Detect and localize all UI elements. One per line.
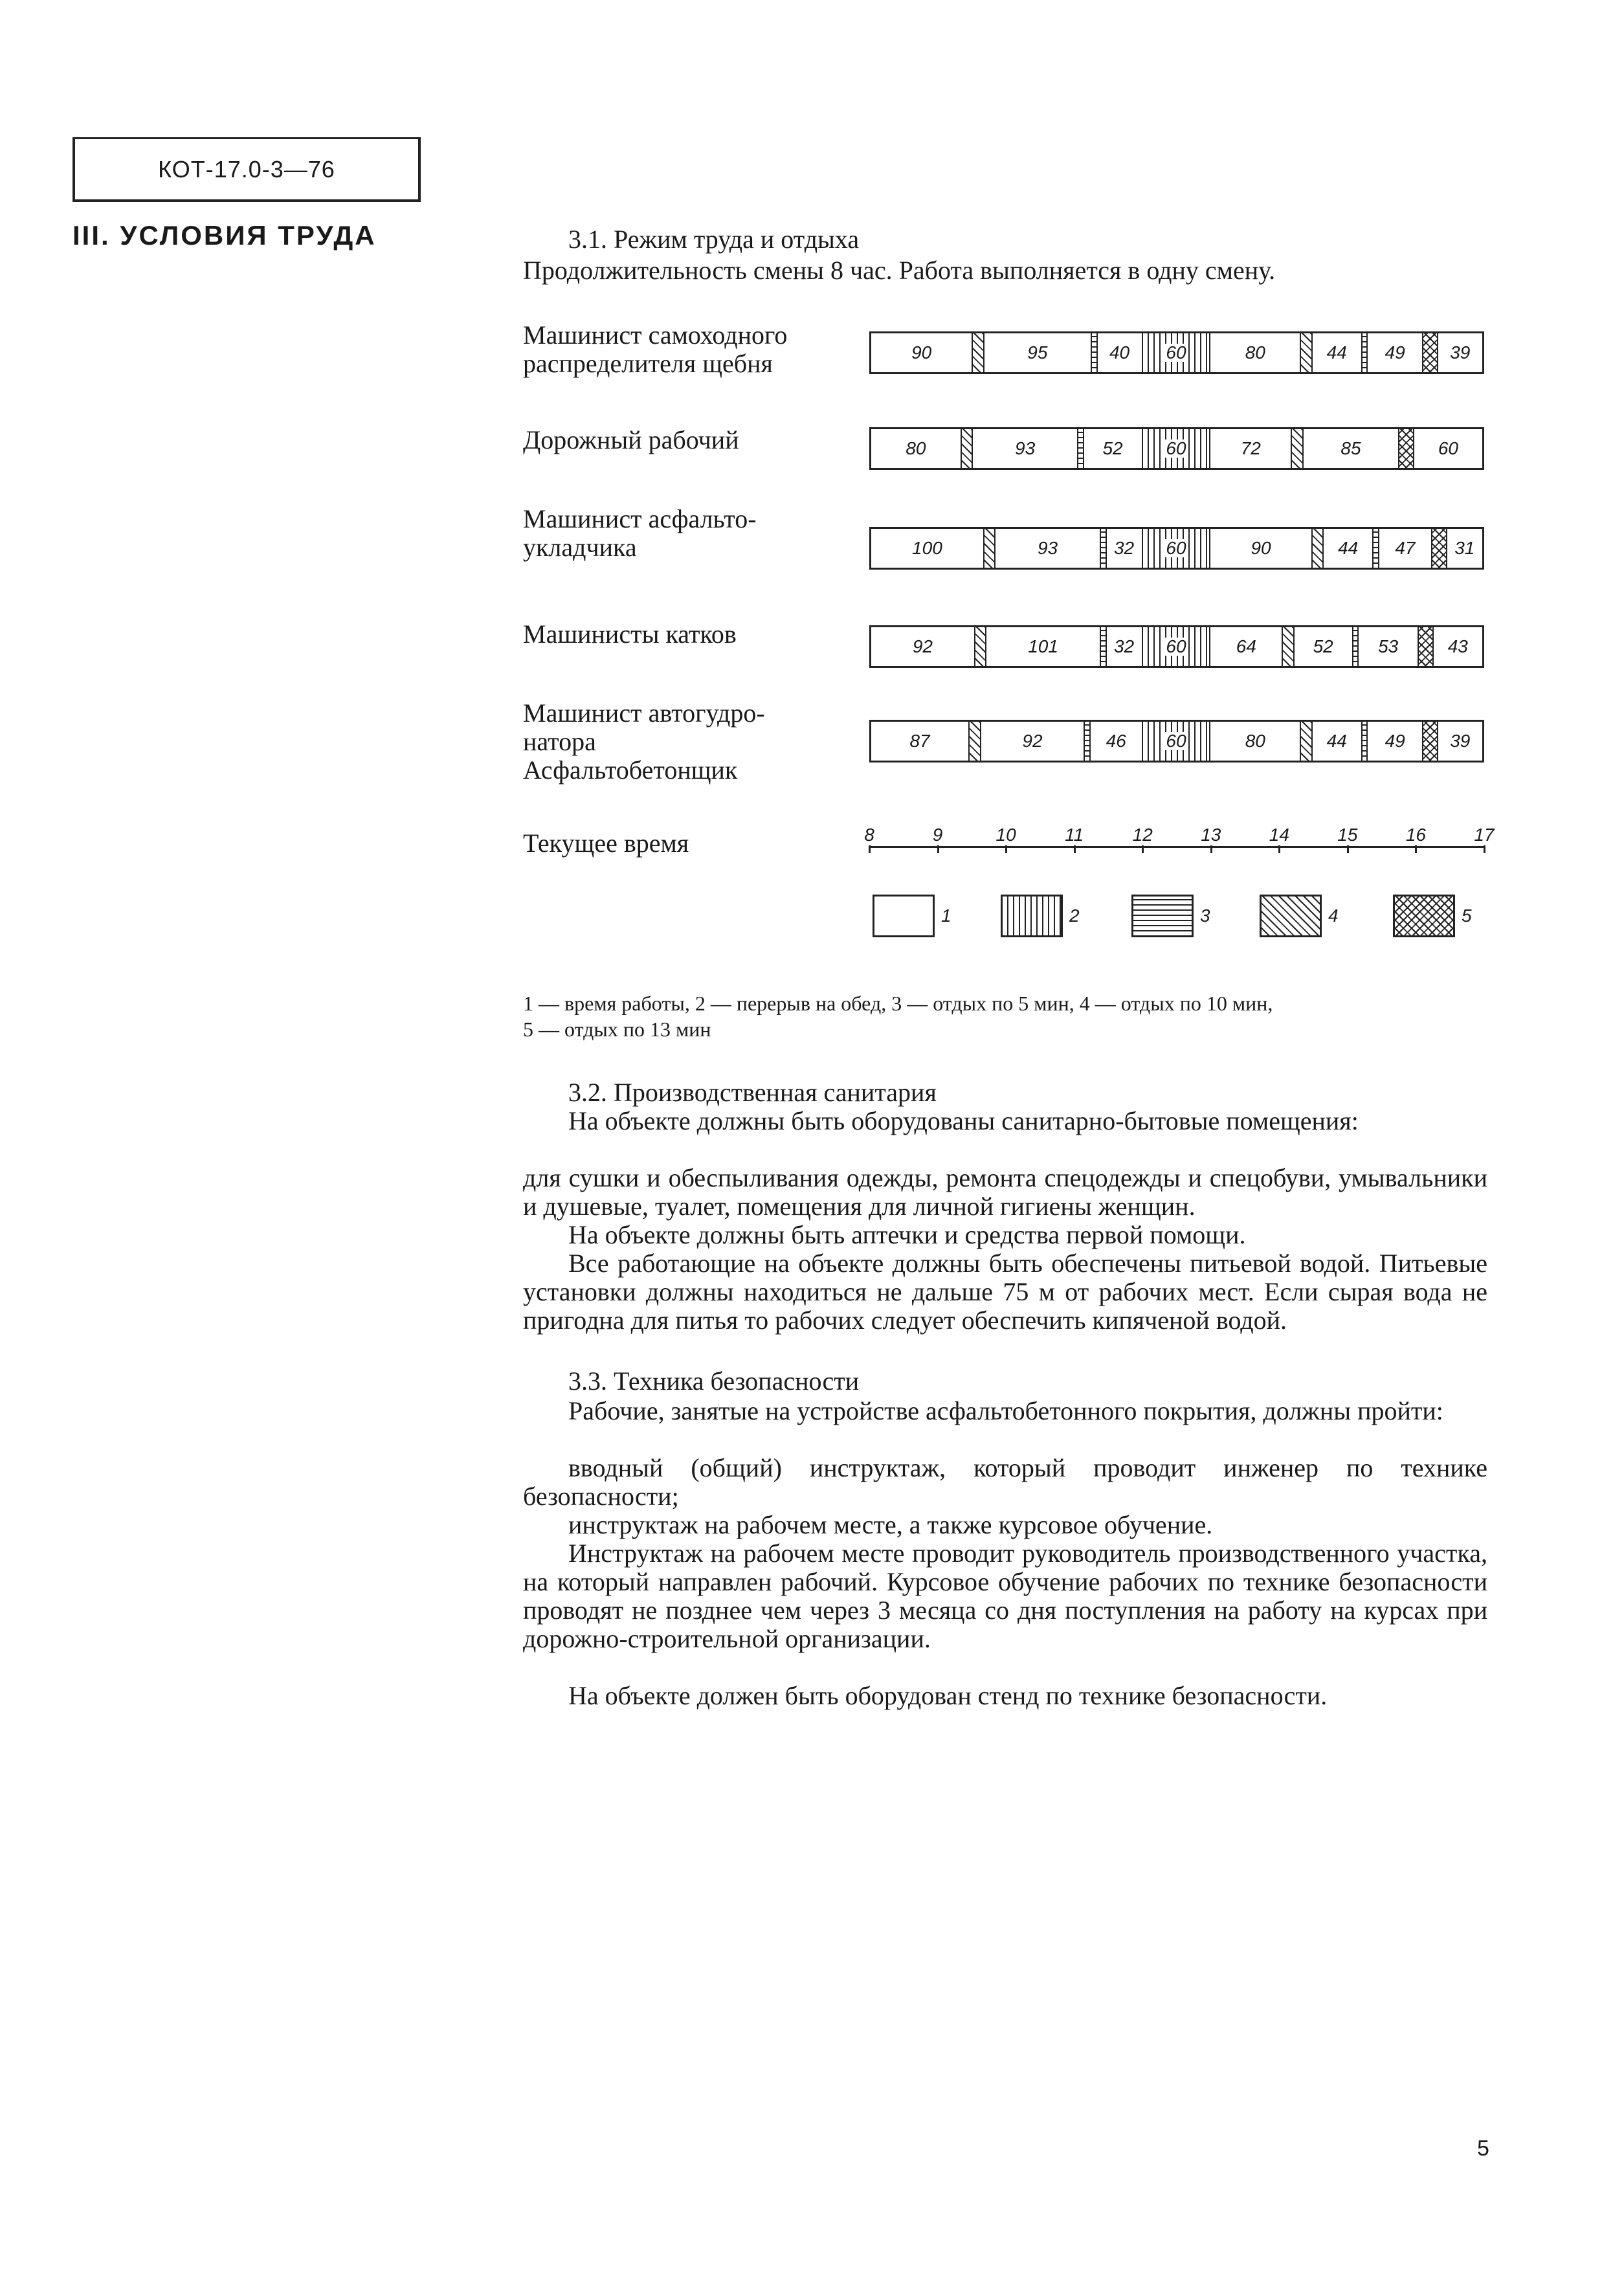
subsection-heading-3-3: 3.3. Техника безопасности: [568, 1366, 860, 1396]
segment-work: [996, 529, 1101, 568]
section-title: III. УСЛОВИЯ ТРУДА: [72, 220, 377, 251]
segment-work: [1210, 722, 1301, 761]
legend-swatch-rest-5: [1131, 895, 1194, 937]
legend-swatch-lunch: [1001, 895, 1063, 937]
segment-work: [1438, 333, 1482, 372]
paragraph: Все работающие на объекте должны быть обеспечены питьевой водой. Питьевые установки должны находиться не дальше 75 м от рабочих мест. Если сырая вода не пригодна для питья то рабочих следует обеспечить кипяченой водой.: [523, 1249, 1487, 1335]
segment-rest-13: [1423, 333, 1438, 372]
worker-label-line: натора: [523, 727, 596, 756]
time-tick-label: 17: [1474, 825, 1495, 845]
segment-work: [1295, 627, 1353, 666]
legend-caption: [523, 990, 1487, 1042]
segment-lunch: [1143, 529, 1211, 568]
time-tick-mark: [1347, 845, 1349, 853]
segment-rest-10: [1283, 627, 1294, 666]
legend-swatch-rest-13: [1393, 895, 1455, 937]
worker-label-line: укладчика: [523, 533, 637, 562]
segment-minutes: 92: [1020, 732, 1044, 750]
segment-minutes: 44: [1325, 344, 1349, 362]
segment-minutes: 85: [1339, 440, 1363, 458]
shift-intro: Продолжительность смены 8 час. Работа выполняется в одну смену.: [523, 256, 1276, 285]
segment-work: [1324, 529, 1374, 568]
paragraph: На объекте должен быть оборудован стенд по технике безопасности.: [568, 1681, 1328, 1710]
segment-work: [1304, 429, 1400, 468]
page-number: 5: [1477, 2136, 1489, 2161]
segment-work: [871, 333, 973, 372]
segment-rest-10: [1301, 333, 1312, 372]
schedule-bar-1: [869, 427, 1484, 470]
time-tick-label: 8: [864, 825, 874, 845]
legend-item-1: [873, 895, 951, 937]
segment-rest-5: [1078, 429, 1084, 468]
time-tick-mark: [1210, 845, 1212, 853]
segment-work: [1379, 529, 1432, 568]
segment-work: [1210, 529, 1312, 568]
worker-label-line: Машинист самоходного: [523, 320, 788, 350]
segment-minutes: 39: [1448, 344, 1472, 362]
segment-work: [1091, 722, 1142, 761]
segment-minutes: 53: [1376, 638, 1400, 656]
schedule-bar-2: [869, 527, 1484, 570]
legend-item-3: [1131, 895, 1210, 937]
segment-work: [1359, 627, 1419, 666]
time-tick-mark: [1074, 845, 1076, 853]
segment-minutes: 80: [904, 440, 928, 458]
segment-minutes: 49: [1383, 732, 1407, 750]
segment-rest-5: [1085, 722, 1091, 761]
segment-work: [986, 627, 1101, 666]
segment-lunch: [1143, 429, 1211, 468]
segment-work: [1414, 429, 1482, 468]
worker-label-3: [523, 620, 737, 649]
time-tick-mark: [1142, 845, 1144, 853]
time-tick-label: 13: [1201, 825, 1221, 845]
time-tick-label: 14: [1269, 825, 1289, 845]
segment-rest-10: [1301, 722, 1312, 761]
paragraph: Инструктаж на рабочем месте проводит руководитель производственного участка, на который направлен рабочий. Курсовое обучение рабочих по технике безопасности проводят не позднее чем через 3 месяца со дня поступления на работу на курсах при дорожно-строительной организации.: [523, 1539, 1487, 1653]
segment-minutes: 90: [1249, 539, 1273, 557]
segment-rest-5: [1101, 627, 1107, 666]
segment-rest-10: [962, 429, 973, 468]
segment-work: [984, 333, 1092, 372]
segment-minutes: 90: [909, 344, 933, 362]
time-tick-label: 10: [996, 825, 1016, 845]
segment-work: [871, 627, 975, 666]
segment-minutes: 40: [1107, 344, 1131, 362]
paragraph: На объекте должны быть аптечки и средства первой помощи.: [568, 1220, 1246, 1249]
segment-rest-13: [1423, 722, 1438, 761]
time-tick-label: 9: [932, 825, 943, 845]
segment-rest-5: [1353, 627, 1359, 666]
segment-work: [871, 722, 970, 761]
segment-minutes: 31: [1452, 539, 1476, 557]
segment-rest-10: [1313, 529, 1324, 568]
legend-swatch-work: [873, 895, 935, 937]
segment-work: [1313, 722, 1363, 761]
segment-work: [1438, 722, 1482, 761]
segment-rest-10: [984, 529, 996, 568]
legend-number: 3: [1200, 906, 1210, 926]
segment-minutes: 100: [910, 539, 944, 557]
segment-minutes: 93: [1013, 440, 1037, 458]
segment-work: [1107, 627, 1143, 666]
segment-minutes: 60: [1164, 539, 1188, 557]
segment-rest-10: [975, 627, 986, 666]
segment-minutes: 60: [1164, 344, 1188, 362]
time-axis-label: Текущее время: [523, 829, 689, 858]
segment-minutes: 47: [1393, 539, 1417, 557]
paragraph: На объекте должны быть оборудованы санитарно-бытовые помещения:: [568, 1106, 1359, 1135]
segment-rest-10: [1292, 429, 1303, 468]
segment-minutes: 101: [1026, 638, 1060, 656]
worker-label-line: Машинист автогудро-: [523, 698, 765, 728]
segment-rest-5: [1363, 333, 1368, 372]
segment-minutes: 60: [1164, 732, 1188, 750]
segment-minutes: 44: [1336, 539, 1360, 557]
time-tick-mark: [1484, 845, 1485, 853]
segment-minutes: 80: [1243, 732, 1267, 750]
segment-work: [1368, 333, 1423, 372]
segment-work: [1210, 627, 1283, 666]
segment-minutes: 95: [1025, 344, 1049, 362]
segment-minutes: 93: [1036, 539, 1060, 557]
segment-minutes: 32: [1112, 638, 1136, 656]
segment-minutes: 92: [911, 638, 935, 656]
document-code: КОТ-17.0-3—76: [72, 137, 421, 202]
legend-item-4: [1260, 895, 1339, 937]
worker-label-1: [523, 426, 739, 454]
segment-rest-5: [1374, 529, 1379, 568]
segment-lunch: [1143, 627, 1211, 666]
legend-caption-line: 5 — отдых по 13 мин: [523, 1018, 711, 1041]
schedule-bar-3: [869, 625, 1484, 668]
segment-work: [1098, 333, 1143, 372]
segment-work: [981, 722, 1085, 761]
legend-number: 5: [1462, 906, 1472, 926]
segment-work: [1210, 333, 1301, 372]
legend-swatch-rest-10: [1260, 895, 1322, 937]
segment-minutes: 39: [1448, 732, 1472, 750]
time-tick-label: 15: [1337, 825, 1358, 845]
segment-work: [1447, 529, 1482, 568]
segment-minutes: 43: [1446, 638, 1470, 656]
time-tick-label: 16: [1405, 825, 1427, 845]
paragraph: для сушки и обеспыливания одежды, ремонта спецодежды и спецобуви, умывальники и душевые, туалет, помещения для личной гигиены женщин.: [523, 1163, 1487, 1221]
segment-lunch: [1143, 333, 1211, 372]
segment-minutes: 60: [1164, 440, 1188, 458]
legend-number: 2: [1069, 906, 1080, 926]
segment-work: [1210, 429, 1292, 468]
segment-work: [1313, 333, 1363, 372]
paragraph: вводный (общий) инструктаж, который проводит инженер по технике безопасности;: [523, 1453, 1487, 1511]
subsection-heading-3-2: 3.2. Производственная санитария: [568, 1078, 937, 1107]
segment-rest-13: [1432, 529, 1447, 568]
time-tick-mark: [1005, 845, 1007, 853]
segment-work: [1107, 529, 1143, 568]
segment-work: [1434, 627, 1482, 666]
segment-minutes: 60: [1164, 638, 1188, 656]
worker-label-line: Дорожный рабочий: [523, 425, 739, 454]
segment-rest-5: [1363, 722, 1368, 761]
segment-minutes: 52: [1100, 440, 1124, 458]
segment-work: [871, 529, 984, 568]
segment-rest-13: [1399, 429, 1414, 468]
segment-work: [871, 429, 962, 468]
time-axis-line: [869, 846, 1484, 848]
segment-minutes: 60: [1436, 440, 1460, 458]
segment-rest-5: [1092, 333, 1098, 372]
segment-rest-10: [973, 333, 984, 372]
paragraph: инструктаж на рабочем месте, а также курсовое обучение.: [568, 1510, 1213, 1539]
segment-lunch: [1143, 722, 1211, 761]
segment-work: [973, 429, 1078, 468]
segment-rest-5: [1101, 529, 1107, 568]
schedule-bar-0: [869, 331, 1484, 374]
time-tick-mark: [937, 845, 939, 853]
time-tick-mark: [1415, 845, 1417, 853]
segment-work: [1084, 429, 1143, 468]
subsection-heading-3-1: 3.1. Режим труда и отдыха: [568, 225, 860, 254]
worker-label-line: Машинист асфальто-: [523, 504, 757, 533]
segment-minutes: 80: [1243, 344, 1267, 362]
segment-minutes: 87: [907, 732, 931, 750]
segment-minutes: 72: [1239, 440, 1263, 458]
worker-label-0: [523, 321, 787, 378]
worker-label-line: распределителя щебня: [523, 349, 773, 378]
worker-label-line: Машинисты катков: [523, 619, 737, 649]
segment-minutes: 32: [1112, 539, 1136, 557]
time-tick-label: 12: [1132, 825, 1153, 845]
time-tick-mark: [869, 845, 871, 853]
segment-minutes: 46: [1104, 732, 1128, 750]
worker-label-4: [523, 699, 765, 785]
segment-minutes: 44: [1325, 732, 1349, 750]
legend-item-2: [1001, 895, 1080, 937]
legend-item-5: [1393, 895, 1472, 937]
schedule-bar-4: [869, 720, 1484, 763]
segment-rest-13: [1419, 627, 1434, 666]
segment-work: [1368, 722, 1423, 761]
time-axis: [864, 816, 1495, 854]
paragraph: Рабочие, занятые на устройстве асфальтобетонного покрытия, должны пройти:: [568, 1396, 1443, 1425]
legend-number: 1: [941, 906, 951, 926]
legend-caption-line: 1 — время работы, 2 — перерыв на обед, 3 — отдых по 5 мин, 4 — отдых по 10 мин,: [523, 992, 1273, 1015]
segment-rest-10: [970, 722, 981, 761]
segment-minutes: 64: [1234, 638, 1258, 656]
legend-number: 4: [1328, 906, 1339, 926]
segment-minutes: 49: [1383, 344, 1407, 362]
segment-minutes: 52: [1311, 638, 1335, 656]
time-tick-label: 11: [1065, 825, 1084, 845]
time-tick-mark: [1278, 845, 1280, 853]
worker-label-line: Асфальтобетонщик: [523, 755, 738, 785]
worker-label-2: [523, 505, 757, 562]
